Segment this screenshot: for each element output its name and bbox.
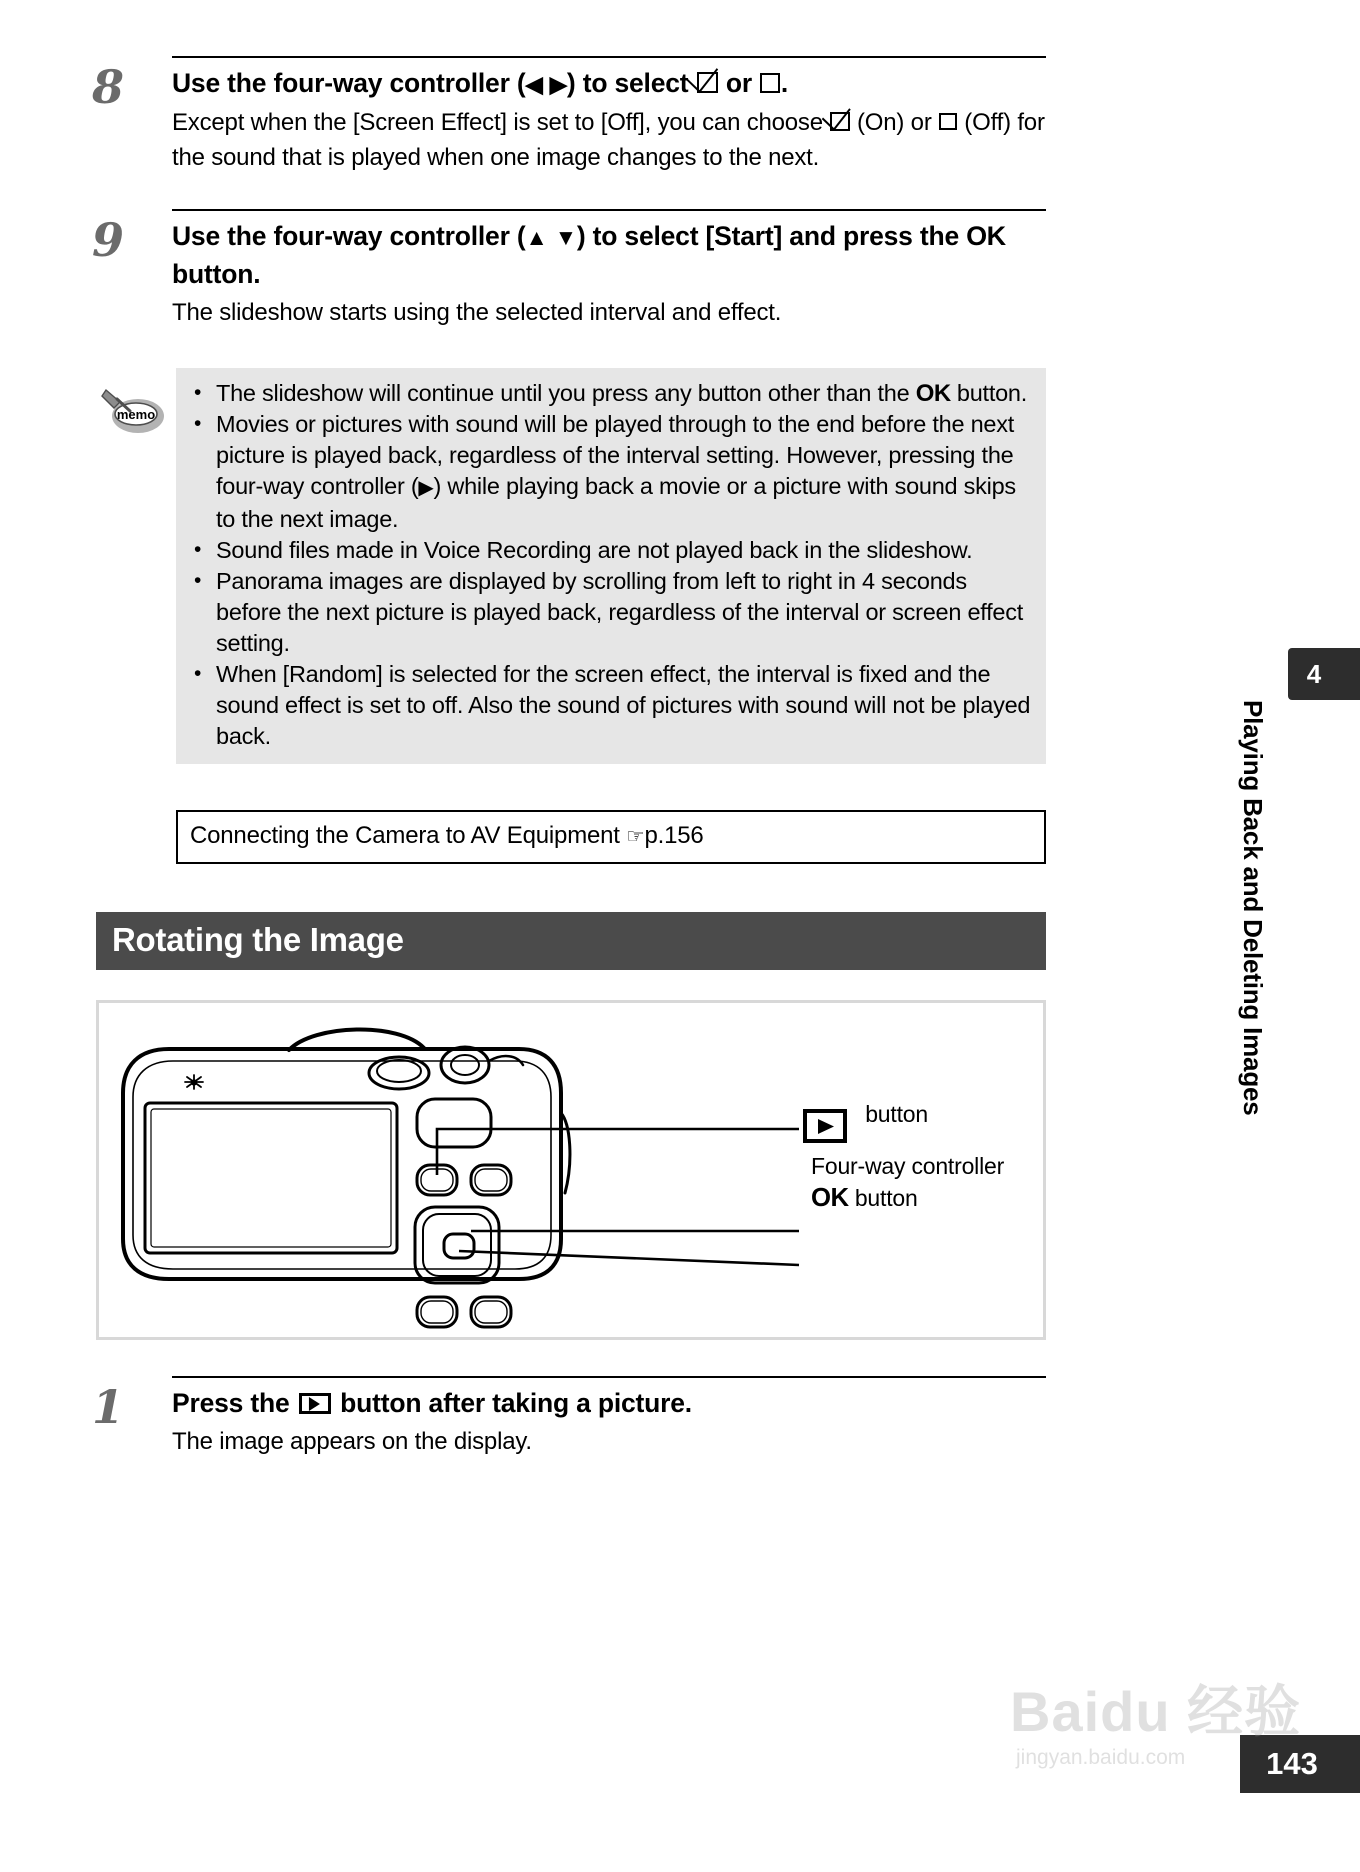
checkbox-on-icon — [830, 112, 849, 131]
chapter-tab-number: 4 — [1306, 658, 1322, 689]
step-8-desc-3: (Off) for the sound that is played when one image changes to the next. — [172, 109, 1045, 171]
right-arrow-icon — [418, 477, 433, 499]
step-8-title-post: or — [718, 68, 760, 98]
step-8 — [92, 56, 1046, 175]
step-1-description: The image appears on the display. — [172, 1428, 532, 1455]
step-1-number: 1 — [92, 1380, 124, 1434]
memo-bullet-1-part1: The slideshow will continue until you press any button other than the — [216, 380, 916, 406]
memo-bullet-2-part2: ) while playing back a movie or a picture with sound skips to the next image. — [216, 473, 1016, 532]
memo-box — [176, 368, 1046, 764]
ok-button-label: OK — [966, 221, 1006, 251]
page-number: 143 — [1266, 1746, 1318, 1781]
ok-button-label: OK — [915, 380, 951, 407]
watermark-main-text: Baidu 经验 — [1010, 1680, 1302, 1743]
step-9-body — [172, 209, 1046, 330]
step-8-description — [172, 105, 1046, 175]
right-arrow-icon — [550, 72, 567, 97]
content-column — [92, 0, 1046, 1459]
callout-play-button-label: button — [859, 1101, 928, 1127]
step-1-title — [172, 1385, 1046, 1422]
memo-bullet-4: • Panorama images are displayed by scrolling from left to right in 4 seconds before the next picture is played back, regardless of the interval or screen effect setting. — [190, 566, 1032, 659]
step-8-title — [172, 65, 1046, 103]
callout-ok-button — [811, 1183, 918, 1213]
step-8-title-pre: Use the four-way controller ( — [172, 68, 526, 98]
step-1 — [92, 1376, 1046, 1459]
step-9-number: 9 — [92, 213, 124, 267]
right-gutter — [1060, 0, 1360, 1872]
reference-box[interactable] — [176, 810, 1046, 864]
memo-icon — [100, 386, 170, 436]
step-8-number: 8 — [92, 60, 124, 114]
step-1-title-post: button after taking a picture. — [333, 1388, 692, 1418]
memo-bullet-2 — [190, 409, 1032, 535]
step-8-title-end: . — [780, 68, 788, 98]
memo-bullet-5: • When [Random] is selected for the screen effect, the interval is fixed and the sound effect is set to off. Also the sound of pictures with sound will not be played back. — [190, 659, 1032, 752]
memo-bullet-list — [190, 378, 1032, 752]
camera-figure-box — [96, 1000, 1046, 1340]
checkbox-off-icon — [760, 73, 780, 93]
section-header: Rotating the Image — [96, 912, 1046, 970]
step-9 — [92, 209, 1046, 330]
svg-text:memo: memo — [116, 407, 156, 422]
step-9-description: The slideshow starts using the selected interval and effect. — [172, 299, 782, 326]
step-8-desc-2: (On) or — [850, 109, 939, 136]
memo-bullet-1 — [190, 378, 1032, 409]
page-number-block — [1240, 1735, 1360, 1793]
callout-play-button — [811, 1099, 928, 1129]
memo-bullet-2-part1: Movies or pictures with sound will be played through to the end before the next picture is played back, regardless of the interval setting. However, pressing the four-way controller ( — [216, 411, 1015, 499]
step-8-body — [172, 56, 1046, 175]
step-9-title-pre: Use the four-way controller ( — [172, 221, 526, 251]
left-arrow-icon — [525, 72, 542, 97]
step-8-desc-1: Except when the [Screen Effect] is set to [Off], you can choose — [172, 109, 830, 136]
playback-button-icon — [299, 1393, 331, 1414]
reference-page: p.156 — [644, 822, 704, 849]
ok-button-label: OK — [811, 1184, 849, 1212]
memo-bullet-3: • Sound files made in Voice Recording are not played back in the slideshow. — [190, 535, 1032, 566]
memo-bullet-1-part2: button. — [950, 380, 1028, 406]
callout-ok-button-label: button — [848, 1185, 918, 1211]
step-1-body — [172, 1376, 1046, 1459]
step-8-title-mid: ) to select — [566, 68, 696, 98]
pointing-hand-icon: ☞ — [626, 824, 645, 848]
checkbox-on-icon — [697, 72, 718, 93]
chapter-tab — [1288, 648, 1360, 700]
step-9-title — [172, 218, 1046, 293]
up-arrow-icon — [525, 225, 547, 250]
step-1-title-pre: Press the — [172, 1388, 297, 1418]
down-arrow-icon — [555, 225, 577, 250]
step-9-title-mid: ) to select [Start] and press the — [576, 221, 967, 251]
chapter-side-title: Playing Back and Deleting Images — [1238, 700, 1268, 1116]
reference-text: Connecting the Camera to AV Equipment — [190, 822, 627, 849]
checkbox-off-icon — [939, 113, 957, 131]
watermark-sub-text: jingyan.baidu.com — [1016, 1746, 1186, 1769]
step-9-title-post: button. — [172, 259, 261, 289]
callout-four-way-controller: Four-way controller — [811, 1153, 1005, 1179]
memo-block — [96, 368, 1046, 764]
